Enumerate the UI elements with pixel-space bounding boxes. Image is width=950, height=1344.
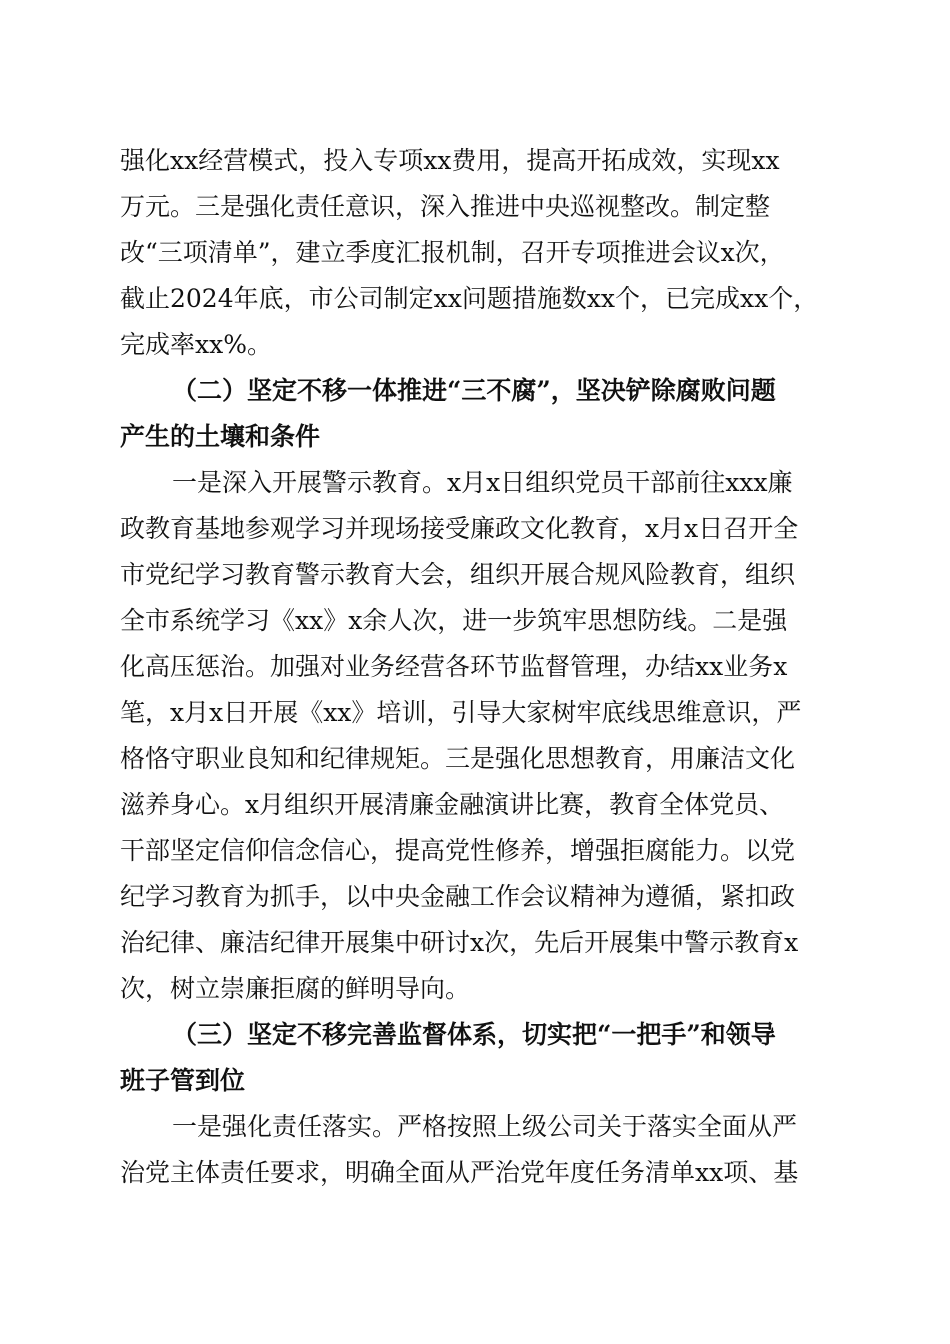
text-line: 纪学习教育为抓手，以中央金融工作会议精神为遵循，紧扣政 xyxy=(120,882,796,911)
text-line: 一是深入开展警示教育。x月x日组织党员干部前往xxx廉 xyxy=(172,468,793,497)
heading-line: 产生的土壤和条件 xyxy=(120,422,321,451)
text-line: 次，树立崇廉拒腐的鲜明导向。 xyxy=(120,974,471,1003)
paragraph-1 xyxy=(120,138,826,368)
section-heading-2 xyxy=(120,368,826,460)
text-line: 政教育基地参观学习并现场接受廉政文化教育，x月x日召开全 xyxy=(120,514,799,543)
section-heading-3 xyxy=(120,1012,826,1104)
text-line: 滋养身心。x月组织开展清廉金融演讲比赛，教育全体党员、 xyxy=(120,790,785,819)
paragraph-3 xyxy=(120,1104,826,1196)
text-line: 截止2024年底，市公司制定xx问题措施数xx个，已完成xx个， xyxy=(120,284,819,313)
text-line: 市党纪学习教育警示教育大会，组织开展合规风险教育，组织 xyxy=(120,560,796,589)
text-line: 笔，x月x日开展《xx》培训，引导大家树牢底线思维意识，严 xyxy=(120,698,802,727)
document-page xyxy=(120,138,826,1196)
text-line: 治党主体责任要求，明确全面从严治党年度任务清单xx项、基 xyxy=(120,1158,799,1187)
text-line: 全市系统学习《xx》x余人次，进一步筑牢思想防线。二是强 xyxy=(120,606,788,635)
text-line: 一是强化责任落实。严格按照上级公司关于落实全面从严 xyxy=(172,1112,798,1141)
text-line: 干部坚定信仰信念信心，提高党性修养，增强拒腐能力。以党 xyxy=(120,836,796,865)
text-line: 改“三项清单”，建立季度汇报机制，召开专项推进会议x次， xyxy=(120,238,785,267)
text-line: 化高压惩治。加强对业务经营各环节监督管理，办结xx业务x xyxy=(120,652,788,681)
text-line: 强化xx经营模式，投入专项xx费用，提高开拓成效，实现xx xyxy=(120,146,780,175)
heading-line: （三）坚定不移完善监督体系，切实把“一把手”和领导 xyxy=(172,1020,776,1049)
text-line: 格恪守职业良知和纪律规矩。三是强化思想教育，用廉洁文化 xyxy=(120,744,796,773)
heading-line: （二）坚定不移一体推进“三不腐”，坚决铲除腐败问题 xyxy=(172,376,776,405)
text-line: 治纪律、廉洁纪律开展集中研讨x次，先后开展集中警示教育x xyxy=(120,928,799,957)
paragraph-2 xyxy=(120,460,826,1012)
heading-line: 班子管到位 xyxy=(120,1066,246,1095)
text-line: 万元。三是强化责任意识，深入推进中央巡视整改。制定整 xyxy=(120,192,771,221)
text-line: 完成率xx%。 xyxy=(120,330,272,359)
